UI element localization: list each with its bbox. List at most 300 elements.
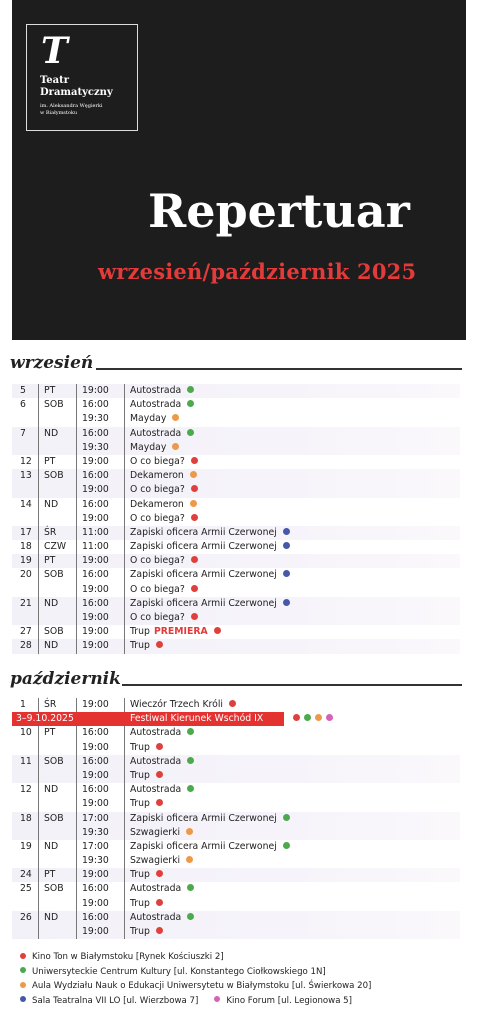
column-separator <box>38 498 39 512</box>
column-separator <box>76 540 77 554</box>
column-separator <box>38 854 39 868</box>
table-row <box>12 568 460 582</box>
day-cell: 25 <box>20 883 32 895</box>
play-title-cell <box>130 925 163 939</box>
play-title-cell <box>130 554 198 568</box>
column-separator <box>124 469 125 483</box>
column-separator <box>124 498 125 512</box>
column-separator <box>124 755 125 769</box>
venue-dot-blue <box>283 599 290 606</box>
column-separator <box>124 812 125 826</box>
logo-subtitle-line2: w Białymstoku <box>40 110 78 116</box>
column-separator <box>76 469 77 483</box>
play-title-cell <box>130 882 194 896</box>
play-title-cell <box>130 540 290 554</box>
column-separator <box>76 826 77 840</box>
column-separator <box>124 769 125 783</box>
theatre-logo <box>26 24 138 131</box>
play-title-cell <box>130 611 198 625</box>
time-cell: 19:30 <box>82 413 109 425</box>
festival-title: Festiwal Kierunek Wschód IX <box>130 713 264 725</box>
play-title-cell <box>130 911 194 925</box>
table-row <box>12 783 460 797</box>
day-cell: 26 <box>20 911 32 923</box>
column-separator <box>38 455 39 469</box>
weekday-cell: ŚR <box>44 699 57 710</box>
weekday-cell: ND <box>44 427 59 439</box>
venue-dot-red <box>156 799 163 806</box>
column-separator <box>38 868 39 882</box>
column-separator <box>76 483 77 497</box>
column-separator <box>38 783 39 797</box>
column-separator <box>124 925 125 939</box>
column-separator <box>124 726 125 740</box>
day-cell: 18 <box>20 812 32 824</box>
column-separator <box>38 554 39 568</box>
play-title-cell <box>130 455 198 469</box>
column-separator <box>38 412 39 426</box>
column-separator <box>76 897 77 911</box>
legend-item <box>214 994 352 1009</box>
logo-subtitle-line1: im. Aleksandra Węgierki <box>40 103 103 109</box>
column-separator <box>124 540 125 554</box>
legend-item <box>20 965 460 980</box>
column-separator <box>76 812 77 826</box>
table-row <box>12 741 460 755</box>
play-title: Autostrada <box>130 755 182 767</box>
day-cell: 20 <box>20 569 32 581</box>
venue-dot-blue <box>283 570 290 577</box>
venue-dot-orange <box>190 500 197 507</box>
venue-dot-red <box>191 457 198 464</box>
play-title-cell <box>130 498 197 512</box>
weekday-cell: SOB <box>44 812 64 824</box>
play-title-cell <box>130 840 290 854</box>
column-separator <box>76 726 77 740</box>
time-cell: 19:00 <box>82 555 109 567</box>
column-separator <box>38 597 39 611</box>
play-title-cell <box>130 483 198 497</box>
column-separator <box>38 826 39 840</box>
weekday-cell: SOB <box>44 755 64 767</box>
page-title: Repertuar <box>148 184 410 238</box>
time-cell: 16:00 <box>82 498 109 510</box>
play-title: Autostrada <box>130 385 182 396</box>
column-separator <box>38 797 39 811</box>
weekday-cell: PT <box>44 727 56 739</box>
play-title-cell <box>130 897 163 911</box>
time-cell: 16:00 <box>82 427 109 439</box>
column-separator <box>38 540 39 554</box>
table-row <box>12 726 460 740</box>
column-separator <box>38 840 39 854</box>
table-row <box>12 769 460 783</box>
festival-band <box>12 712 284 726</box>
venue-dot-red <box>229 700 236 707</box>
column-separator <box>76 554 77 568</box>
column-separator <box>76 583 77 597</box>
column-separator <box>76 769 77 783</box>
day-cell: 11 <box>20 755 32 767</box>
play-title: Trup <box>130 798 150 810</box>
table-row <box>12 483 460 497</box>
venue-dot-green <box>304 714 311 721</box>
table-row <box>12 611 460 625</box>
column-separator <box>38 882 39 896</box>
day-cell: 19 <box>20 555 32 567</box>
day-cell: 13 <box>20 470 32 482</box>
play-title: Zapiski oficera Armii Czerwonej <box>130 541 277 553</box>
table-row <box>12 455 460 469</box>
venue-dot-orange <box>190 471 197 478</box>
play-title-cell <box>130 625 221 639</box>
column-separator <box>76 526 77 540</box>
play-title: O co biega? <box>130 512 185 524</box>
play-title-cell <box>130 868 163 882</box>
column-separator <box>124 882 125 896</box>
time-cell: 17:00 <box>82 840 109 852</box>
venue-dot-green <box>283 814 290 821</box>
column-separator <box>76 597 77 611</box>
column-separator <box>124 797 125 811</box>
column-separator <box>124 597 125 611</box>
weekday-cell: SOB <box>44 626 64 638</box>
column-separator <box>38 469 39 483</box>
play-title: Autostrada <box>130 883 182 895</box>
play-title-cell <box>130 597 290 611</box>
venue-dot-green <box>187 400 194 407</box>
time-cell: 16:00 <box>82 784 109 796</box>
time-cell: 16:00 <box>82 883 109 895</box>
time-cell: 16:00 <box>82 569 109 581</box>
table-row <box>12 398 460 412</box>
venue-dot-green <box>187 728 194 735</box>
column-separator <box>124 568 125 582</box>
column-separator <box>124 897 125 911</box>
play-title: Autostrada <box>130 427 182 439</box>
page-subtitle: wrzesień/październik 2025 <box>98 259 417 284</box>
column-separator <box>124 384 125 398</box>
play-title-cell <box>130 398 194 412</box>
column-separator <box>124 741 125 755</box>
weekday-cell: SOB <box>44 883 64 895</box>
venue-dot-green <box>187 884 194 891</box>
table-row <box>12 498 460 512</box>
column-separator <box>124 483 125 497</box>
play-title-cell <box>130 412 179 426</box>
time-cell: 11:00 <box>82 526 109 538</box>
venue-dot-orange <box>172 414 179 421</box>
play-title-cell <box>130 427 194 441</box>
play-title: Zapiski oficera Armii Czerwonej <box>130 840 277 852</box>
festival-venue-dots <box>289 712 333 726</box>
table-row <box>12 554 460 568</box>
play-title: Szwagierki <box>130 826 181 838</box>
time-cell: 19:00 <box>82 699 109 710</box>
table-row <box>12 812 460 826</box>
weekday-cell: ŚR <box>44 526 57 538</box>
table-row <box>12 639 460 653</box>
time-cell: 16:00 <box>82 755 109 767</box>
column-separator <box>76 911 77 925</box>
play-title: Trup <box>130 926 150 937</box>
weekday-cell: ND <box>44 640 59 652</box>
column-separator <box>124 783 125 797</box>
day-cell: 24 <box>20 869 32 881</box>
legend-item <box>20 979 460 994</box>
play-title: Dekameron <box>130 498 184 510</box>
play-title: Mayday <box>130 413 167 425</box>
column-separator <box>38 741 39 755</box>
column-separator <box>76 512 77 526</box>
time-cell: 19:00 <box>82 385 109 396</box>
venue-dot-red <box>156 927 163 934</box>
day-cell: 14 <box>20 498 32 510</box>
time-cell: 17:00 <box>82 812 109 824</box>
month-divider <box>96 368 462 370</box>
venue-dot-blue <box>20 996 26 1002</box>
month-divider <box>122 684 462 686</box>
column-separator <box>38 755 39 769</box>
play-title: Trup <box>130 640 150 652</box>
column-separator <box>38 911 39 925</box>
play-title: O co biega? <box>130 612 185 623</box>
time-cell: 16:00 <box>82 911 109 923</box>
column-separator <box>76 398 77 412</box>
weekday-cell: ND <box>44 911 59 923</box>
time-cell: 16:00 <box>82 597 109 609</box>
venue-dot-green <box>187 785 194 792</box>
play-title: Dekameron <box>130 470 184 482</box>
venue-dot-red <box>156 743 163 750</box>
column-separator <box>38 611 39 625</box>
logo-name-line1: Teatr <box>40 75 70 86</box>
column-separator <box>124 441 125 455</box>
time-cell: 19:30 <box>82 826 109 838</box>
legend-item <box>20 950 460 965</box>
venue-dot-orange <box>186 856 193 863</box>
venue-dot-pink <box>326 714 333 721</box>
venue-dot-green <box>283 842 290 849</box>
weekday-cell: PT <box>44 385 56 396</box>
day-cell: 7 <box>20 427 26 439</box>
venue-dot-red <box>191 514 198 521</box>
legend-text: Kino Ton w Białymstoku [Rynek Kościuszki 2] <box>32 952 224 962</box>
column-separator <box>76 498 77 512</box>
time-cell: 19:00 <box>82 640 109 652</box>
time-cell: 16:00 <box>82 470 109 482</box>
column-separator <box>76 639 77 653</box>
play-title-cell <box>130 512 198 526</box>
table-row <box>12 755 460 769</box>
table-row <box>12 797 460 811</box>
time-cell: 19:00 <box>82 769 109 781</box>
table-row <box>12 897 460 911</box>
play-title-cell <box>130 783 194 797</box>
weekday-cell: SOB <box>44 470 64 482</box>
column-separator <box>76 455 77 469</box>
column-separator <box>76 840 77 854</box>
play-title: Wieczór Trzech Króli <box>130 699 224 710</box>
festival-dates: 3–9.10.2025 <box>16 713 74 725</box>
column-separator <box>76 882 77 896</box>
venue-dot-red <box>191 585 198 592</box>
time-cell: 11:00 <box>82 541 109 553</box>
time-cell: 19:00 <box>82 612 109 623</box>
weekday-cell: ND <box>44 597 59 609</box>
play-title: Mayday <box>130 441 167 453</box>
venue-dot-green <box>187 913 194 920</box>
table-row <box>12 441 460 455</box>
day-cell: 1 <box>20 699 26 710</box>
column-separator <box>76 568 77 582</box>
venue-dot-red <box>214 627 221 634</box>
column-separator <box>38 698 39 712</box>
play-title: Trup <box>130 869 150 881</box>
play-title-cell <box>130 526 290 540</box>
table-row <box>12 384 460 398</box>
table-row <box>12 840 460 854</box>
venue-dot-red <box>156 771 163 778</box>
table-row <box>12 526 460 540</box>
column-separator <box>76 611 77 625</box>
play-title: Trup <box>130 769 150 781</box>
column-separator <box>38 769 39 783</box>
play-title: Trup <box>130 741 150 753</box>
play-title-cell <box>130 639 163 653</box>
day-cell: 27 <box>20 626 32 638</box>
play-title: Zapiski oficera Armii Czerwonej <box>130 812 277 824</box>
day-cell: 18 <box>20 541 32 553</box>
play-title-cell <box>130 797 163 811</box>
column-separator <box>124 398 125 412</box>
column-separator <box>124 868 125 882</box>
column-separator <box>124 412 125 426</box>
venue-dot-red <box>293 714 300 721</box>
venue-dot-orange <box>315 714 322 721</box>
table-row <box>12 540 460 554</box>
column-separator <box>124 911 125 925</box>
logo-name-line2: Dramatyczny <box>40 87 113 98</box>
column-separator <box>76 625 77 639</box>
legend-text: Uniwersyteckie Centrum Kultury [ul. Konstantego Ciołkowskiego 1N] <box>32 966 326 977</box>
table-row <box>12 469 460 483</box>
time-cell: 19:30 <box>82 441 109 453</box>
column-separator <box>124 611 125 625</box>
column-separator <box>76 441 77 455</box>
column-separator <box>38 526 39 540</box>
venue-dot-orange <box>172 443 179 450</box>
weekday-cell: PT <box>44 555 56 567</box>
column-separator <box>124 698 125 712</box>
play-title-cell <box>130 726 194 740</box>
time-cell: 19:30 <box>82 855 109 867</box>
weekday-cell: ND <box>44 840 59 852</box>
venue-dot-blue <box>283 528 290 535</box>
weekday-cell: ND <box>44 784 59 796</box>
column-separator <box>38 639 39 653</box>
day-cell: 6 <box>20 399 26 411</box>
time-cell: 16:00 <box>82 399 109 411</box>
column-separator <box>38 925 39 939</box>
column-separator <box>124 854 125 868</box>
play-title-cell <box>130 698 236 712</box>
column-separator <box>38 726 39 740</box>
time-cell: 19:00 <box>82 926 109 937</box>
weekday-cell: CZW <box>44 541 67 553</box>
table-row <box>12 882 460 896</box>
column-separator <box>38 441 39 455</box>
column-separator <box>76 384 77 398</box>
column-separator <box>76 698 77 712</box>
column-separator <box>38 583 39 597</box>
legend-text: Sala Teatralna VII LO [ul. Wierzbowa 7] <box>32 995 199 1006</box>
logo-mark: T <box>41 30 68 72</box>
table-row <box>12 854 460 868</box>
play-title-cell <box>130 854 193 868</box>
venue-dot-orange <box>186 828 193 835</box>
play-title-cell <box>130 469 197 483</box>
column-separator <box>124 639 125 653</box>
column-separator <box>124 826 125 840</box>
column-separator <box>38 512 39 526</box>
column-separator <box>76 797 77 811</box>
column-separator <box>76 741 77 755</box>
play-title: Autostrada <box>130 727 182 739</box>
venue-dot-green <box>20 967 26 973</box>
table-row <box>12 911 460 925</box>
column-separator <box>124 512 125 526</box>
venue-dot-green <box>187 429 194 436</box>
column-separator <box>38 483 39 497</box>
play-title-cell <box>130 384 194 398</box>
day-cell: 21 <box>20 597 32 609</box>
play-title-cell <box>130 769 163 783</box>
column-separator <box>38 625 39 639</box>
play-title: O co biega? <box>130 484 185 496</box>
column-separator <box>124 583 125 597</box>
play-title-cell <box>130 741 163 755</box>
weekday-cell: SOB <box>44 569 64 581</box>
venue-dot-pink <box>214 996 220 1002</box>
column-separator <box>76 412 77 426</box>
legend-text: Kino Forum [ul. Legionowa 5] <box>226 995 353 1006</box>
column-separator <box>38 568 39 582</box>
legend-item <box>20 994 460 1009</box>
schedule-table-september <box>12 384 460 654</box>
play-title: Autostrada <box>130 784 182 796</box>
play-title: Szwagierki <box>130 855 181 867</box>
venue-dot-red <box>191 556 198 563</box>
table-row <box>12 868 460 882</box>
play-title: Zapiski oficera Armii Czerwonej <box>130 569 277 581</box>
time-cell: 19:00 <box>82 484 109 496</box>
play-title: Autostrada <box>130 911 182 923</box>
venue-dot-red <box>156 641 163 648</box>
venue-dot-red <box>156 899 163 906</box>
table-row <box>12 625 460 639</box>
weekday-cell: PT <box>44 869 56 881</box>
time-cell: 19:00 <box>82 897 109 909</box>
column-separator <box>124 840 125 854</box>
venue-dot-green <box>187 757 194 764</box>
column-separator <box>76 868 77 882</box>
day-cell: 12 <box>20 455 32 467</box>
column-separator <box>76 854 77 868</box>
weekday-cell: SOB <box>44 399 64 411</box>
venue-legend <box>20 950 460 1008</box>
column-separator <box>38 398 39 412</box>
